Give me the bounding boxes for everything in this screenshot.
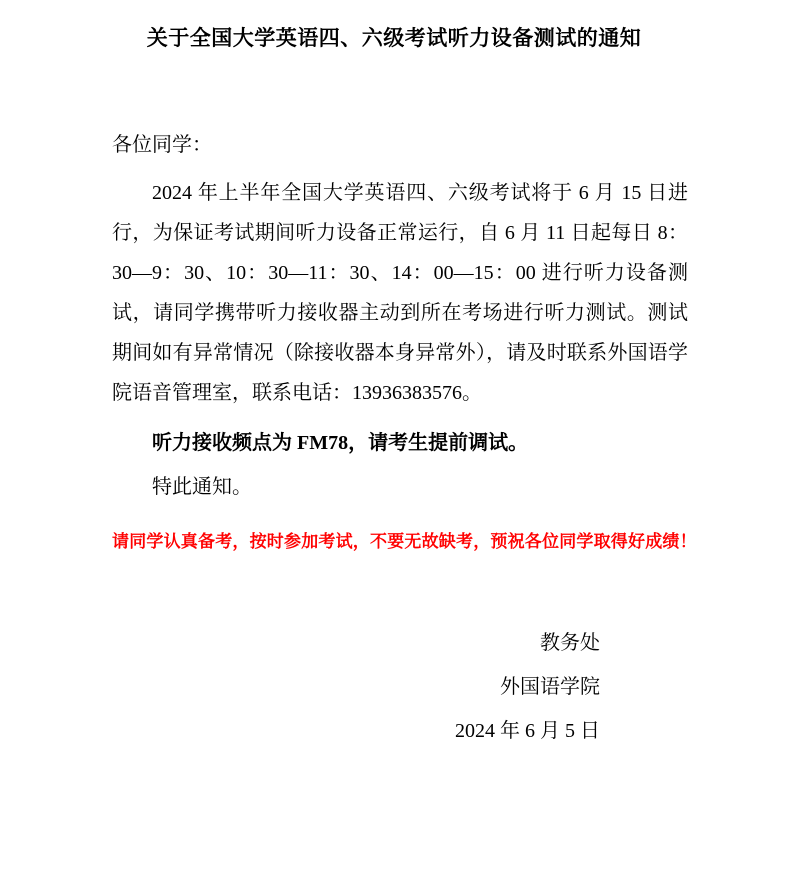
closing-line: 特此通知。	[152, 476, 252, 498]
red-notice-line: 请同学认真备考，按时参加考试，不要无故缺考，预祝各位同学取得好成绩！	[112, 532, 697, 551]
title-spacer	[58, 52, 730, 130]
body-paragraph: 2024 年上半年全国大学英语四、六级考试将于 6 月 15 日进行，为保证考试期间听力设备正常运行，自 6 月 11 日起每日 8：30—9：30、10：30—11：30、14：00—15：00 进行听力设备测试，请同学携带听力接收器主动到所在考场进行听力测试。测试期间如有异常情况（除接收器本身异常外），请及时联系外国语学院语音管理室，联系电话：13936383576。	[112, 182, 688, 404]
signature-office: 教务处	[540, 632, 600, 654]
page-title: 关于全国大学英语四、六级考试听力设备测试的通知	[146, 27, 642, 50]
document-page	[0, 22, 788, 885]
signature-department: 外国语学院	[500, 676, 600, 698]
emphasis-line: 听力接收频点为 FM78，请考生提前调试。	[152, 432, 529, 454]
signature-date: 2024 年 6 月 5 日	[455, 720, 600, 742]
salutation: 各位同学：	[112, 134, 212, 156]
signature-block	[58, 621, 730, 753]
